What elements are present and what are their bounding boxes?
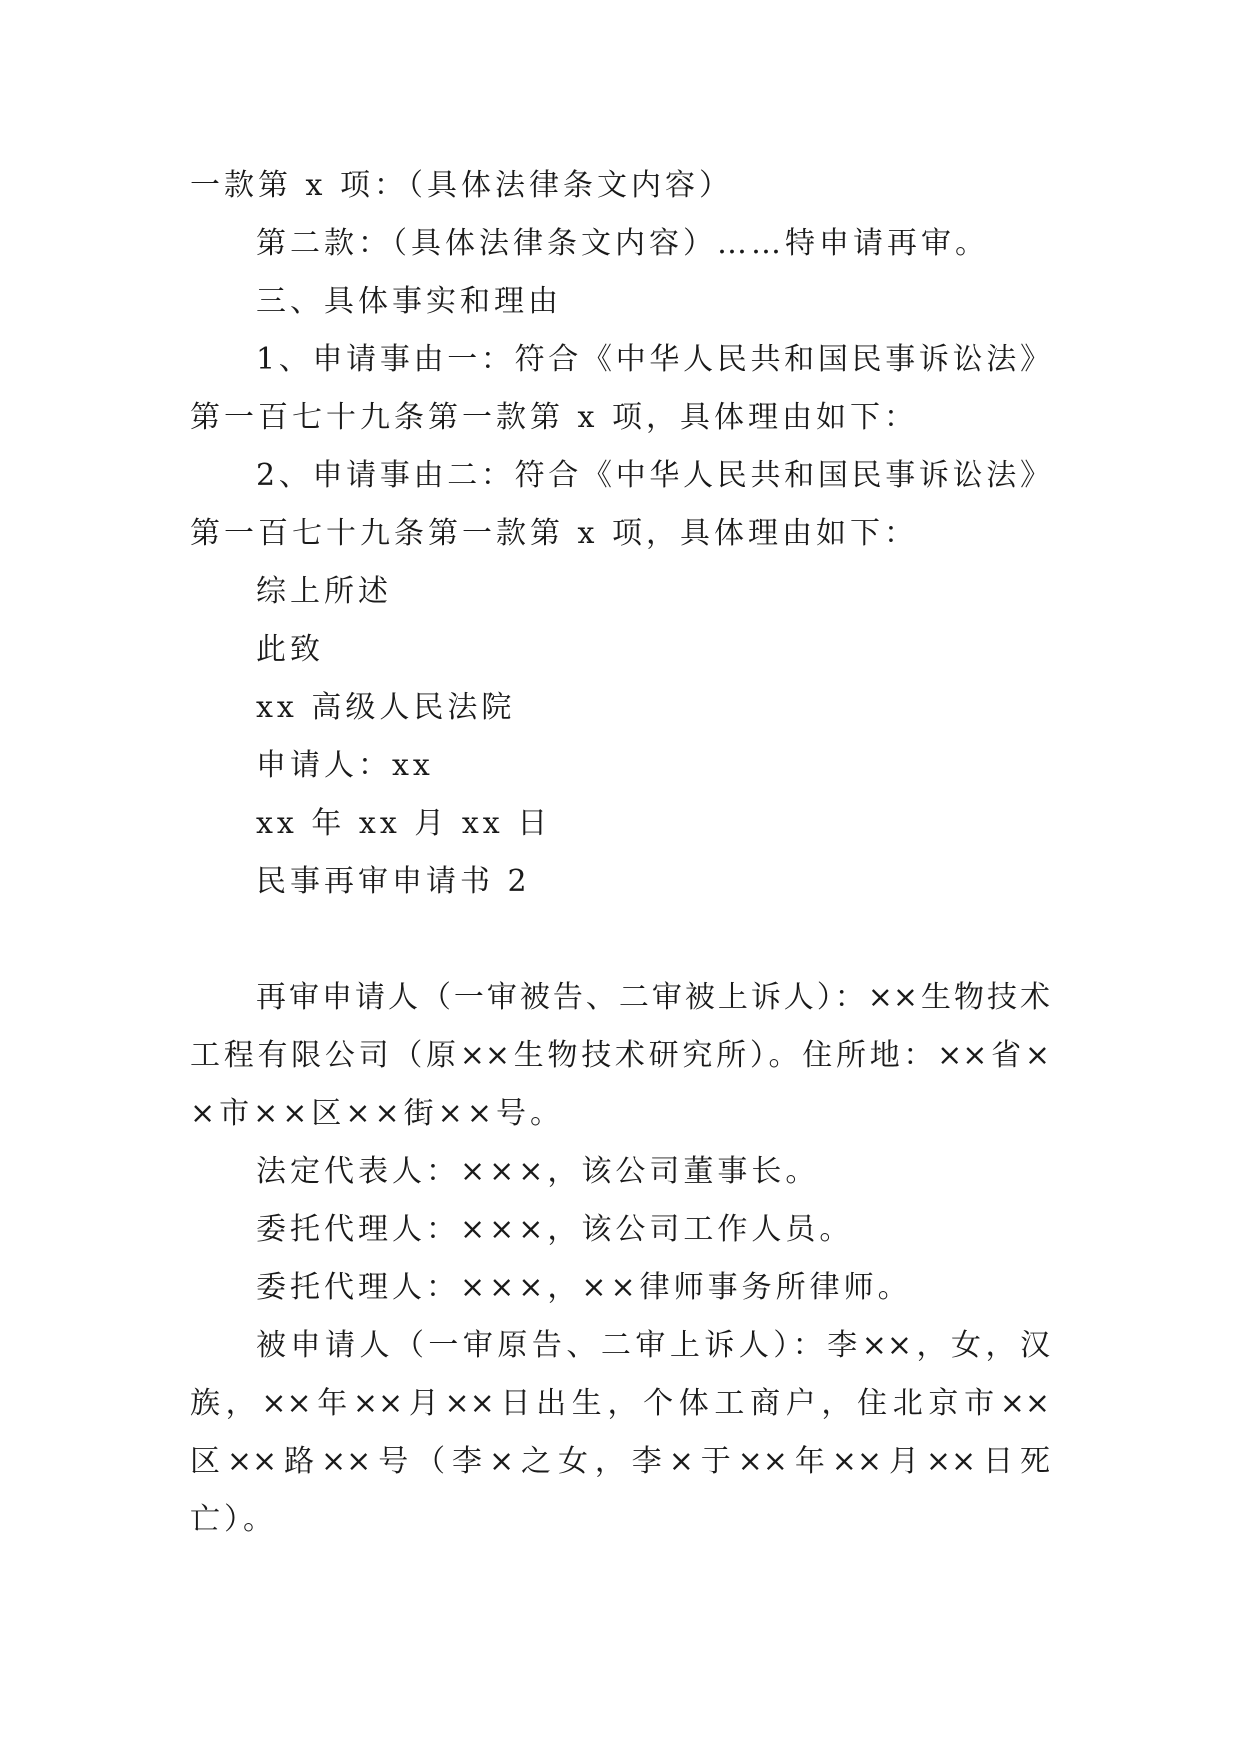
text-line: 工程有限公司（原××生物技术研究所）。住所地：××省× [190,1038,1050,1073]
text-line: 法定代表人：×××，该公司董事长。 [256,1154,820,1189]
text-line: ×市××区××街××号。 [190,1096,564,1131]
text-line: 2、申请事由二：符合《中华人民共和国民事诉讼法》 [256,458,1050,493]
text-line: 一款第 x 项：（具体法律条文内容） [190,168,733,203]
text-line: 再审申请人（一审被告、二审被上诉人）：××生物技术 [256,980,1050,1015]
text-line: xx 高级人民法院 [256,690,516,725]
section-heading: 三、具体事实和理由 [256,284,562,319]
text-line: 1、申请事由一：符合《中华人民共和国民事诉讼法》 [256,342,1050,377]
text-line: xx 年 xx 月 xx 日 [256,806,552,841]
text-line: 区××路××号（李×之女，李×于××年××月××日死 [190,1444,1050,1479]
text-line: 被申请人（一审原告、二审上诉人）：李××，女，汉 [256,1328,1050,1363]
text-line: 申请人：xx [256,748,434,783]
text-line: 第二款：（具体法律条文内容）……特申请再审。 [256,226,989,261]
text-line: 此致 [256,632,324,667]
text-line: 族，××年××月××日出生，个体工商户，住北京市×× [190,1386,1050,1421]
text-line: 第一百七十九条第一款第 x 项，具体理由如下： [190,400,918,435]
text-line: 委托代理人：×××，××律师事务所律师。 [256,1270,912,1305]
document-subtitle: 民事再审申请书 2 [256,864,531,899]
text-line: 第一百七十九条第一款第 x 项，具体理由如下： [190,516,918,551]
text-line: 亡）。 [190,1502,277,1537]
text-line: 委托代理人：×××，该公司工作人员。 [256,1212,854,1247]
text-line: 综上所述 [256,574,392,609]
